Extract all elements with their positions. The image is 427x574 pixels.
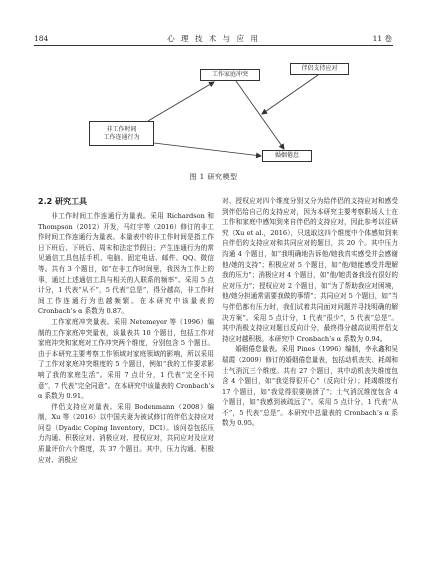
after-hours-label-line1: 非工作时间	[106, 125, 137, 133]
research-model-figure	[0, 0, 427, 170]
right-column	[222, 196, 398, 429]
arrow-hours-to-burnout	[154, 143, 261, 156]
arrow-support-moderation	[262, 75, 318, 114]
after-hours-label-line2: 工作连通行为	[103, 133, 140, 141]
arrow-conflict-to-burnout	[236, 81, 284, 149]
figure-caption: 图 1 研究模型	[189, 173, 238, 181]
spousal-support-label: 伴侣支持应对	[301, 65, 338, 72]
paragraph-connectivity-scale: 非工作时间工作连通行为量表。采用 Richardson 和 Thompson（2012）开发，马红宇等（2016）修订的非工作时间工作连通行为量表。本量表中的非工作时间是指工作日下班后、下班后、周末和法定节假日；产生连通行为的常见通信工具包括手机、电脑、固定电话、邮件、QQ、微信等。共有 3 个题目，如“在非工作时间里，我因为工作上的事，通过上述通信工具与相关的人联系的频率”。采用 5 点计分，1 代表“从不”，5 代表“总是”，得分越高，非工作时间工作连通行为也越频繁。在本研究中该量表的 Cronbach’s α 系数为 0.87。	[38, 212, 214, 316]
paragraph-support-scale-cont: 对、授权应对四个维度分别又分为给伴侣的支持应对和感受到伴侣给自己的支持应对，因为本研究主要考察职场人士在工作和家庭中感知到来自伴侣的支持应对，因此参考以往研究（Xu et al.，2016），只选取这四个维度中个体感知到来自伴侣的支持应对和共同应对的题目，共 20 个。其中压力沟通 4 个题目，如“我明确地告诉他/她我真实感受并会感谢他/她的支持”；积极应对 5 个题目，如“他/她能感受并理解我的压力”；消极应对 4 个题目，如“他/她责备我没有很好的应对压力”；授权应对 2 个题目，如“为了帮助我应对困境，他/她分担通常需要我做的事情”；共同应对 5 个题目，如“当与伴侣都有压力时，我们试着共同面对问题并寻找明确的解决方案”。采用 5 点计分，1 代表“很少”，5 代表“总是”。其中消极支持应对题目反向计分，最终得分越高说明伴侣支持应对越积极。本研究中 Cronbach’s α 系数为 0.94。	[222, 197, 398, 343]
section-heading: 2.2 研究工具	[38, 197, 87, 206]
model-arrows	[0, 0, 427, 170]
spousal-support-box	[290, 63, 349, 75]
arrow-hours-to-conflict	[148, 82, 214, 121]
work-family-conflict-box	[200, 69, 260, 81]
marital-burnout-box	[262, 150, 312, 162]
paragraph-conflict-scale: 工作家庭冲突量表。采用 Netemeyer 等（1996）编制的工作家庭冲突量表，该量表共 10 个题目，包括工作对家庭冲突和家庭对工作冲突两个维度，分别包含 5 个题目。由于本研究主要考察工作领域对家庭领域的影响，所以采用了工作对家庭冲突维度的 5 个题目，例如“我的工作要求影响了我的家庭生活”。采用 7 点计分，1 代表“完全不同意”，7 代表“完全同意”。在本研究中该量表的 Cronbach’s α 系数为 0.91。	[38, 317, 214, 401]
left-column	[38, 196, 214, 465]
paragraph-support-scale: 伴侣支持应对量表。采用 Bodenmann（2008）编制，Xu 等（2016）以中国夫妻为被试修订的伴侣支持应对问卷（Dyadic Coping Inventory，DCI）。该问卷包括压力沟通、积极应对、消极应对、授权应对，共同应对及应对质量评价六个维度，共 37 个题目。其中，压力沟通、积极应对、消极应	[38, 402, 214, 464]
marital-burnout-label: 婚姻倦怠	[274, 152, 299, 159]
page-number: 184	[34, 34, 49, 43]
volume-label: 11 卷	[372, 34, 392, 43]
journal-title: 心 理 技 术 与 应 用	[167, 34, 260, 43]
after-hours-connectivity-box	[89, 121, 154, 146]
work-family-conflict-label: 工作家庭冲突	[211, 71, 248, 78]
paragraph-burnout-scale: 婚姻倦怠量表。采用 Pines（1996）编制，李永鑫和吴瑞霞（2009）修订的婚姻倦怠量表，包括动机丧失、耗竭和士气消沉三个维度。共有 27 个题目，其中动机丧失维度包含 4 个题目，如“我觉得很开心”（反向计分）；耗竭维度有 17 个题目，如“我觉得很要崩溃了”；士气消沉维度包含 4 个题目，如“我感到被疏远了”。采用 5 点计分，1 代表“从不”，5 代表“总是”。本研究中总量表的 Cronbach’s α 系数为 0.95。	[222, 345, 398, 428]
